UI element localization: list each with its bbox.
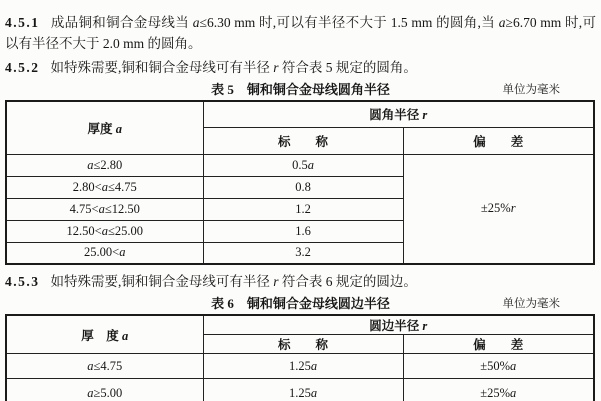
cell-thickness: a≤2.80: [6, 154, 203, 176]
cell-nominal: 0.8: [203, 176, 403, 198]
table5-header-nominal: 标 称: [203, 127, 403, 154]
table6-header-group: 圆边半径 r: [203, 315, 594, 335]
cell-thickness: 25.00<a: [6, 242, 203, 264]
cell-deviation: ±25%a: [403, 379, 594, 401]
section-4-5-2: [5, 57, 596, 78]
section-number: 4.5.2: [5, 60, 40, 75]
cell-deviation-merged: ±25%r: [403, 154, 594, 264]
table6: [5, 314, 595, 401]
section-text: 成品铜和铜合金母线当 a≤6.30 mm 时,可以有半径不大于 1.5 mm 的圆角,当 a≥6.70 mm 时,可以有半径不大于 2.0 mm 的圆角。: [5, 15, 596, 51]
cell-nominal: 1.25a: [203, 379, 403, 401]
table-row: [6, 354, 594, 379]
table5: [5, 100, 595, 265]
table6-caption: 表 6 铜和铜合金母线圆边半径: [211, 296, 390, 311]
cell-thickness: a≤4.75: [6, 354, 203, 379]
cell-thickness: 4.75<a≤12.50: [6, 198, 203, 220]
table6-unit-label: 单位为毫米: [502, 298, 560, 310]
table6-header-deviation: 偏 差: [403, 335, 594, 354]
cell-thickness: a≥5.00: [6, 379, 203, 401]
table6-header-nominal: 标 称: [203, 335, 403, 354]
cell-nominal: 1.25a: [203, 354, 403, 379]
section-number: 4.5.3: [5, 274, 40, 289]
cell-nominal: 0.5a: [203, 154, 403, 176]
section-text: 如特殊需要,铜和铜合金母线可有半径 r 符合表 6 规定的圆边。: [50, 274, 417, 289]
table6-caption-row: [5, 294, 596, 314]
table6-header-thickness: 厚 度 a: [6, 315, 203, 354]
cell-deviation: ±50%a: [403, 354, 594, 379]
table-row: [6, 379, 594, 401]
table5-header-thickness: 厚度 a: [6, 101, 203, 154]
table5-header-group: 圆角半径 r: [203, 101, 594, 127]
table5-caption: 表 5 铜和铜合金母线圆角半径: [211, 82, 390, 97]
section-text: 如特殊需要,铜和铜合金母线可有半径 r 符合表 5 规定的圆角。: [50, 60, 417, 75]
table5-unit-label: 单位为毫米: [502, 84, 560, 96]
section-number: 4.5.1: [5, 15, 40, 30]
cell-thickness: 12.50<a≤25.00: [6, 220, 203, 242]
table5-header-deviation: 偏 差: [403, 127, 594, 154]
cell-nominal: 1.2: [203, 198, 403, 220]
cell-nominal: 3.2: [203, 242, 403, 264]
cell-thickness: 2.80<a≤4.75: [6, 176, 203, 198]
section-4-5-3: [5, 271, 596, 292]
table-row: [6, 154, 594, 176]
section-4-5-1: [5, 12, 596, 54]
cell-nominal: 1.6: [203, 220, 403, 242]
table5-caption-row: [5, 80, 596, 100]
